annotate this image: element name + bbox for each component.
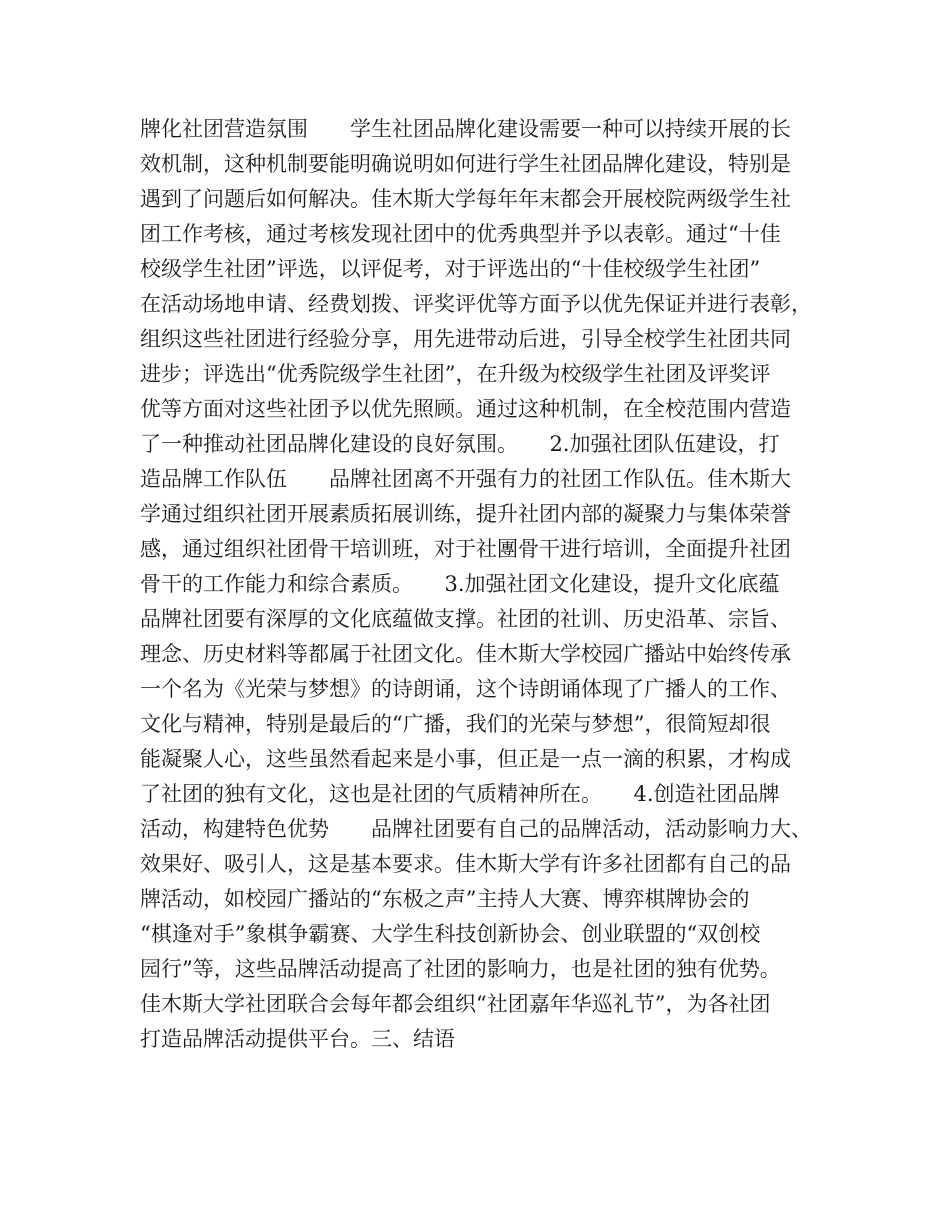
text-line: 品牌社团要有深厚的文化底蕴做支撑。社团的社训、历史沿革、宗旨、 (140, 607, 791, 631)
text-line: 佳木斯大学社团联合会每年都会组织“社团嘉年华巡礼节”，为各社团 (140, 992, 771, 1016)
text-line: 进步；评选出“优秀院级学生社团”，在升级为校级学生社团及评奖评 (140, 362, 771, 386)
text-line: 在活动场地申请、经费划拨、评奖评优等方面予以优先保证并进行表彰， (140, 292, 812, 316)
text-line: 学通过组织社团开展素质拓展训练，提升社团内部的凝聚力与集体荣誉 (140, 502, 791, 526)
text-line: 了一种推动社团品牌化建设的良好氛围。 2.加强社团队伍建设，打 (140, 432, 780, 456)
text-line: 效果好、吸引人，这是基本要求。佳木斯大学有许多社团都有自己的品 (140, 852, 791, 876)
text-line: 活动，构建特色优势 品牌社团要有自己的品牌活动，活动影响力大、 (140, 817, 812, 841)
text-line: 遇到了问题后如何解决。佳木斯大学每年年末都会开展校院两级学生社 (140, 187, 791, 211)
text-line: 优等方面对这些社团予以优先照顾。通过这种机制，在全校范围内营造 (140, 397, 791, 421)
text-line: 牌化社团营造氛围 学生社团品牌化建设需要一种可以持续开展的长 (140, 117, 791, 141)
text-line: 骨干的工作能力和综合素质。 3.加强社团文化建设，提升文化底蕴 (140, 572, 780, 596)
text-line: 校级学生社团”评选，以评促考，对于评选出的“十佳校级学生社团” (140, 257, 761, 281)
text-line: 文化与精神，特别是最后的“广播，我们的光荣与梦想”，很简短却很 (140, 712, 771, 736)
text-line: 牌活动，如校园广播站的“东极之声”主持人大赛、博弈棋牌协会的 (140, 887, 750, 911)
text-line: 组织这些社团进行经验分享，用先进带动后进，引导全校学生社团共同 (140, 327, 791, 351)
text-line: 造品牌工作队伍 品牌社团离不开强有力的社团工作队伍。佳木斯大 (140, 467, 791, 491)
text-line: 团工作考核，通过考核发现社团中的优秀典型并予以表彰。通过“十佳 (140, 222, 781, 246)
text-line: 园行”等，这些品牌活动提高了社团的影响力，也是社团的独有优势。 (140, 957, 781, 981)
text-line: 了社团的独有文化，这也是社团的气质精神所在。 4.创造社团品牌 (140, 782, 780, 806)
text-line: 能凝聚人心，这些虽然看起来是小事，但正是一点一滴的积累，才构成 (140, 747, 791, 771)
text-line: 打造品牌活动提供平台。三、结语 (140, 1027, 455, 1051)
text-line: 理念、历史材料等都属于社团文化。佳木斯大学校园广播站中始终传承 (140, 642, 791, 666)
text-line: 一个名为《光荣与梦想》的诗朗诵，这个诗朗诵体现了广播人的工作、 (140, 677, 791, 701)
body-text (140, 112, 825, 1057)
text-line: 效机制，这种机制要能明确说明如何进行学生社团品牌化建设，特别是 (140, 152, 791, 176)
text-line: “棋逢对手”象棋争霸赛、大学生科技创新协会、创业联盟的“双创校 (140, 922, 761, 946)
text-line: 感，通过组织社团骨干培训班，对于社團骨干进行培训，全面提升社团 (140, 537, 791, 561)
